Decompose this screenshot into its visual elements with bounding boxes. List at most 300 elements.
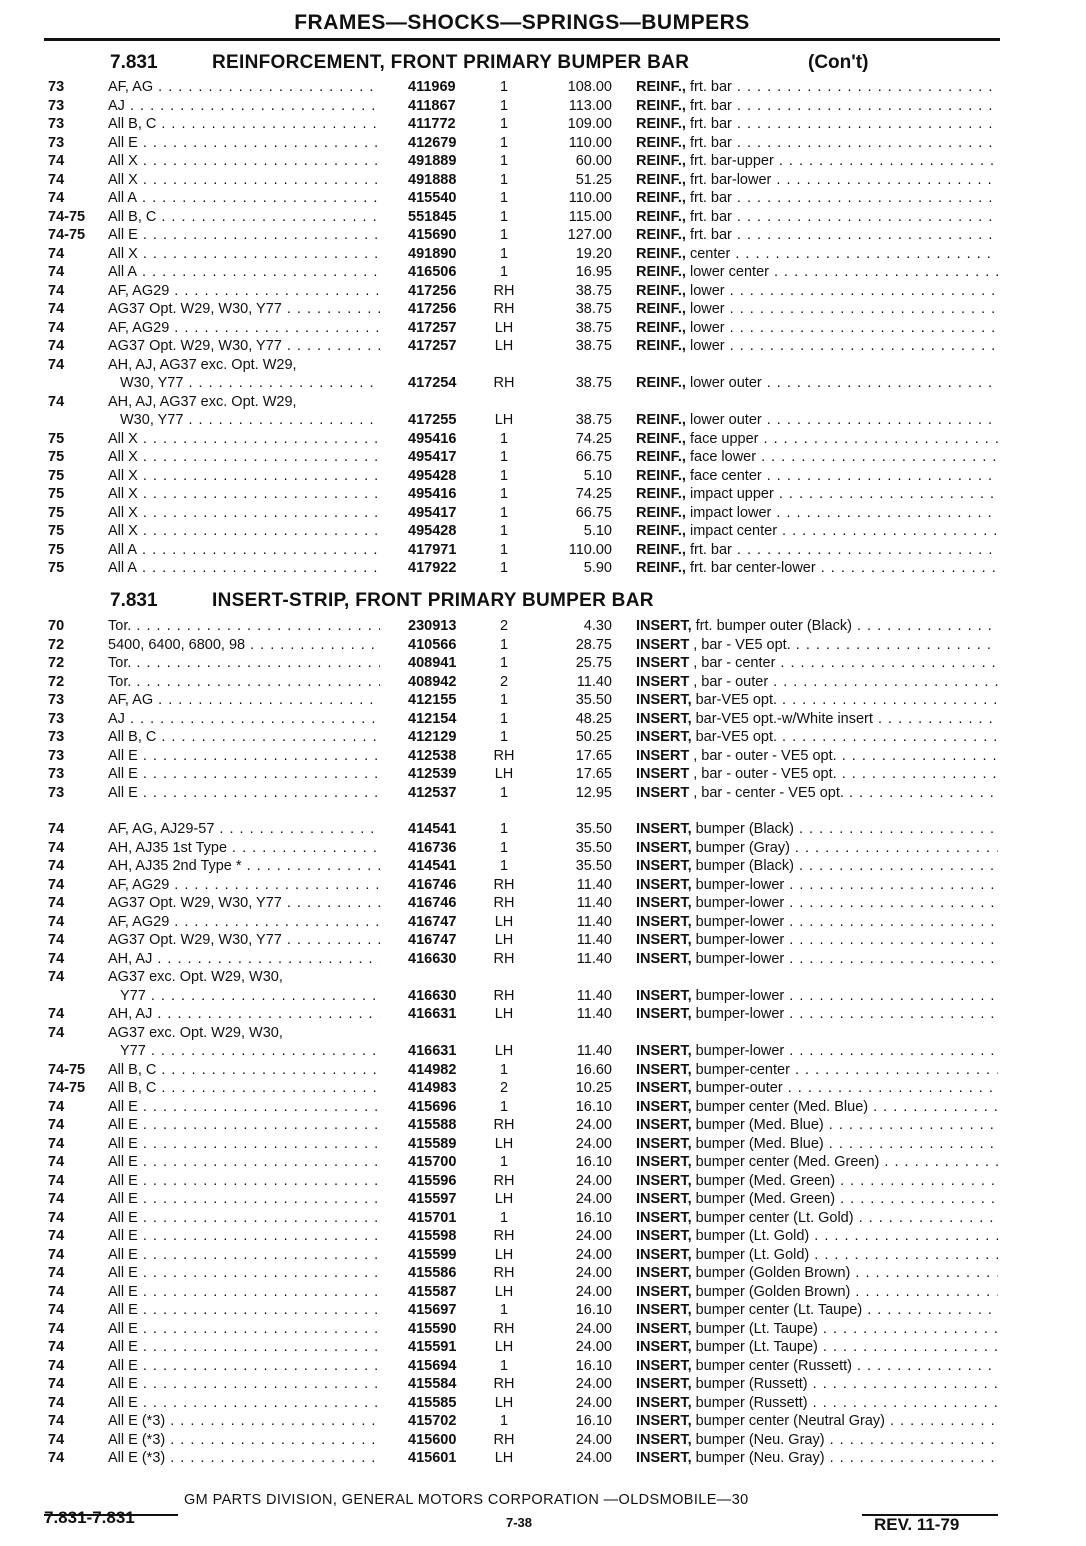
- footer-publisher: GM PARTS DIVISION, GENERAL MOTORS CORPORATION —OLDSMOBILE—30: [184, 1492, 749, 1508]
- description-text: bumper-lower: [691, 1006, 785, 1022]
- price: 16.10: [575, 1302, 612, 1318]
- part-description: [636, 1227, 998, 1246]
- quantity: 1: [499, 692, 509, 708]
- table-row: [0, 522, 1086, 541]
- description-text: bumper (Lt. Gold): [691, 1246, 810, 1263]
- model-year: 73: [48, 116, 65, 132]
- model-year: 74: [48, 1339, 65, 1355]
- description-keyword: INSERT,: [636, 987, 692, 1004]
- description-keyword: REINF.,: [636, 523, 686, 539]
- part-description: [636, 1246, 998, 1265]
- part-description: [636, 673, 998, 692]
- quantity: RH: [493, 1431, 515, 1448]
- description-keyword: INSERT,: [636, 1080, 692, 1096]
- model-applicability: AH, AJ . . .: [108, 950, 380, 969]
- model-applicability: AF, AG29 . . .: [108, 282, 380, 301]
- description-text: bumper (Golden Brown): [691, 1265, 851, 1281]
- model-year: 74: [48, 1024, 65, 1041]
- quantity: 1: [499, 1209, 509, 1226]
- model-applicability: AH, AJ35 1st Type . . .: [108, 839, 380, 858]
- quantity: 1: [499, 1098, 509, 1115]
- part-number: 415600: [408, 1431, 457, 1448]
- description-keyword: INSERT,: [636, 1376, 692, 1392]
- part-description: [636, 134, 998, 153]
- price: 38.75: [575, 282, 612, 299]
- model-applicability: All X . . .: [108, 245, 380, 264]
- quantity: 1: [499, 116, 509, 132]
- table-row: [0, 541, 1086, 560]
- part-description: [636, 894, 998, 913]
- part-number: 412537: [408, 784, 457, 801]
- model-year: 74: [48, 1098, 65, 1115]
- description-text: lower outer: [685, 412, 762, 428]
- description-text: , bar - outer - VE5 opt.: [689, 747, 837, 764]
- description-text: bumper-lower: [691, 876, 785, 893]
- model-applicability: All E . . .: [108, 1246, 380, 1265]
- quantity: RH: [493, 895, 515, 911]
- table-row: [0, 1061, 1086, 1080]
- quantity: LH: [494, 913, 514, 930]
- model-year: 74: [48, 245, 65, 262]
- part-number: 412129: [408, 729, 457, 745]
- price: 24.00: [575, 1376, 612, 1392]
- table-row: [0, 1153, 1086, 1172]
- part-number: 415591: [408, 1339, 457, 1355]
- model-year: 74: [48, 895, 65, 911]
- model-applicability: All E . . .: [108, 1394, 380, 1413]
- model-applicability: AG37 Opt. W29, W30, Y77 . . .: [108, 337, 380, 356]
- description-text: frt. bar: [685, 79, 732, 95]
- model-year: 73: [48, 692, 65, 708]
- description-keyword: REINF.,: [636, 560, 686, 576]
- part-number: 415696: [408, 1098, 457, 1115]
- quantity: 1: [499, 190, 509, 206]
- table-row: [0, 97, 1086, 116]
- model-year: 73: [48, 134, 65, 151]
- price: 38.75: [575, 375, 612, 391]
- price: 12.95: [575, 784, 612, 801]
- description-text: frt. bar: [685, 116, 732, 132]
- price: 11.40: [576, 1006, 612, 1022]
- description-text: frt. bar-upper: [685, 153, 774, 169]
- price: 17.65: [575, 747, 612, 764]
- table-row: [0, 485, 1086, 504]
- part-number: 415596: [408, 1172, 457, 1189]
- part-description: [636, 617, 998, 636]
- description-keyword: INSERT,: [636, 1006, 692, 1022]
- quantity: LH: [494, 1006, 514, 1022]
- part-number: 495416: [408, 430, 457, 447]
- model-year: 75: [48, 541, 65, 558]
- description-keyword: INSERT,: [636, 1450, 692, 1466]
- part-description: [636, 1264, 998, 1283]
- part-description: [636, 78, 998, 97]
- model-applicability: All X . . .: [108, 171, 380, 190]
- description-keyword: INSERT,: [636, 1394, 692, 1411]
- description-text: bumper (Lt. Gold): [691, 1228, 810, 1244]
- model-applicability: AF, AG, AJ29-57 . . .: [108, 820, 380, 839]
- price: 24.00: [575, 1450, 612, 1466]
- part-description: [636, 208, 998, 227]
- part-number: 411969: [408, 79, 456, 95]
- description-keyword: INSERT,: [636, 913, 692, 930]
- description-text: bumper-lower: [691, 1043, 785, 1059]
- model-year: 73: [48, 97, 65, 114]
- part-number: 412679: [408, 134, 457, 151]
- model-applicability: All X . . .: [108, 430, 380, 449]
- part-number: 410566: [408, 636, 457, 653]
- price: 11.40: [576, 1043, 612, 1059]
- table-row: [0, 115, 1086, 134]
- section-code: 7.831: [110, 52, 158, 73]
- section-continued: (Con't): [808, 52, 869, 73]
- quantity: 1: [499, 79, 509, 95]
- description-keyword: REINF.,: [636, 153, 686, 169]
- model-applicability: All A . . .: [108, 541, 380, 560]
- model-year: 74: [48, 393, 65, 410]
- price: 24.00: [575, 1172, 612, 1189]
- part-description: [636, 710, 998, 729]
- model-applicability: All X . . .: [108, 467, 380, 486]
- description-text: bumper (Neu. Gray): [691, 1431, 825, 1448]
- description-text: bumper center (Med. Blue): [691, 1098, 869, 1115]
- model-year: 74: [48, 1228, 65, 1244]
- part-number: 415601: [408, 1450, 457, 1466]
- model-applicability: All A . . .: [108, 189, 380, 208]
- description-keyword: INSERT: [636, 784, 690, 801]
- part-number: 415540: [408, 190, 457, 206]
- part-description: [636, 282, 998, 301]
- model-year: 74: [48, 282, 65, 299]
- description-keyword: INSERT,: [636, 839, 692, 856]
- quantity: LH: [494, 1191, 514, 1207]
- part-description: [636, 1320, 998, 1339]
- table-row: [0, 691, 1086, 710]
- part-number: 417256: [408, 301, 457, 317]
- model-applicability: All E . . .: [108, 1153, 380, 1172]
- price: 10.25: [575, 1080, 612, 1096]
- price: 5.10: [583, 467, 612, 484]
- model-year: 74: [48, 1450, 65, 1466]
- part-description: [636, 448, 998, 467]
- table-row: [0, 208, 1086, 227]
- description-keyword: REINF.,: [636, 430, 686, 447]
- part-number: 417255: [408, 412, 457, 428]
- quantity: 1: [499, 636, 509, 653]
- insert-strip-parts-list: [0, 617, 1086, 802]
- part-number: 408941: [408, 655, 457, 671]
- quantity: 1: [499, 821, 509, 837]
- model-applicability: AF, AG29 . . .: [108, 319, 380, 338]
- part-number: 415702: [408, 1413, 457, 1429]
- model-applicability: AJ . . .: [108, 710, 380, 729]
- description-keyword: INSERT,: [636, 618, 692, 634]
- model-year: 75: [48, 504, 65, 521]
- description-text: , bar - center: [689, 655, 776, 671]
- model-year: 73: [48, 747, 65, 764]
- part-number: 414541: [408, 821, 457, 837]
- part-number: 416747: [408, 913, 457, 930]
- description-keyword: REINF.,: [636, 227, 686, 243]
- quantity: LH: [494, 1246, 514, 1263]
- model-applicability: All E . . .: [108, 1135, 380, 1154]
- description-keyword: INSERT,: [636, 1265, 692, 1281]
- description-keyword: INSERT,: [636, 1154, 692, 1170]
- description-text: frt. bar: [685, 134, 732, 151]
- table-row: [0, 319, 1086, 338]
- part-number: 417922: [408, 560, 457, 576]
- table-row: [0, 617, 1086, 636]
- model-applicability: All E . . .: [108, 1338, 380, 1357]
- part-number: 414983: [408, 1080, 457, 1096]
- description-keyword: INSERT,: [636, 1302, 692, 1318]
- price: 115.00: [568, 208, 612, 225]
- part-number: 495417: [408, 504, 457, 521]
- model-applicability: All E (*3) . . .: [108, 1449, 380, 1468]
- table-row: [0, 820, 1086, 839]
- model-year: 74-75: [48, 1061, 86, 1078]
- description-keyword: INSERT,: [636, 729, 692, 745]
- model-applicability: AF, AG29 . . .: [108, 913, 380, 932]
- quantity: RH: [493, 1376, 515, 1392]
- part-number: 416736: [408, 839, 457, 856]
- price: 113.00: [568, 97, 612, 114]
- price: 74.25: [575, 430, 612, 447]
- model-applicability: [108, 968, 380, 1005]
- quantity: 1: [499, 729, 509, 745]
- quantity: LH: [494, 319, 514, 336]
- table-row: [0, 1116, 1086, 1135]
- price: 48.25: [575, 710, 612, 727]
- part-number: 415694: [408, 1357, 457, 1374]
- part-number: 415599: [408, 1246, 457, 1263]
- table-row: [0, 1190, 1086, 1209]
- table-row: [0, 1449, 1086, 1468]
- part-number: 415584: [408, 1376, 457, 1392]
- part-description: [636, 226, 998, 245]
- table-row: [0, 448, 1086, 467]
- table-row: [0, 857, 1086, 876]
- table-row: [0, 226, 1086, 245]
- quantity: 1: [499, 1061, 509, 1078]
- part-number: 491888: [408, 171, 457, 188]
- part-number: 416630: [408, 987, 457, 1004]
- description-keyword: INSERT,: [636, 1431, 692, 1448]
- part-number: 415598: [408, 1228, 457, 1244]
- part-description: [636, 987, 998, 1006]
- part-description: [636, 1431, 998, 1450]
- description-text: bar-VE5 opt.: [691, 729, 778, 745]
- model-line-2: W30, Y77 . . .: [108, 411, 380, 430]
- description-keyword: REINF.,: [636, 467, 686, 484]
- quantity: 1: [499, 486, 509, 502]
- section-title: REINFORCEMENT, FRONT PRIMARY BUMPER BAR: [212, 52, 690, 73]
- description-text: bumper-lower: [691, 913, 785, 930]
- description-keyword: REINF.,: [636, 264, 686, 280]
- part-description: [636, 1098, 998, 1117]
- model-applicability: All E . . .: [108, 226, 380, 245]
- table-row: [0, 1135, 1086, 1154]
- table-row: [0, 189, 1086, 208]
- description-text: center: [685, 245, 731, 262]
- model-year: 74: [48, 190, 65, 206]
- description-keyword: REINF.,: [636, 245, 686, 262]
- part-description: [636, 876, 998, 895]
- price: 11.40: [576, 950, 612, 967]
- model-line-1: AH, AJ, AG37 exc. Opt. W29,: [108, 393, 297, 410]
- part-description: [636, 747, 998, 766]
- table-row: [0, 931, 1086, 950]
- part-description: [636, 467, 998, 486]
- model-applicability: All E . . .: [108, 1320, 380, 1339]
- model-applicability: All E . . .: [108, 765, 380, 784]
- page-header-title: FRAMES—SHOCKS—SPRINGS—BUMPERS: [294, 11, 750, 34]
- quantity: 1: [499, 171, 509, 188]
- description-text: frt. bar: [685, 208, 732, 225]
- description-keyword: INSERT,: [636, 858, 692, 874]
- part-description: [636, 1412, 998, 1431]
- table-row: [0, 913, 1086, 932]
- model-year: 74-75: [48, 1080, 86, 1096]
- description-keyword: INSERT,: [636, 1357, 692, 1374]
- model-year: 74: [48, 1209, 65, 1226]
- description-keyword: INSERT: [636, 673, 690, 690]
- description-text: impact lower: [685, 504, 772, 521]
- description-keyword: REINF.,: [636, 412, 686, 428]
- price: 24.00: [575, 1320, 612, 1337]
- part-description: [636, 1209, 998, 1228]
- description-text: frt. bar: [685, 227, 732, 243]
- quantity: 1: [499, 858, 509, 874]
- model-year: 75: [48, 467, 65, 484]
- part-number: 415701: [408, 1209, 457, 1226]
- description-text: bumper-lower: [691, 932, 785, 948]
- table-row: [0, 134, 1086, 153]
- price: 50.25: [575, 729, 612, 745]
- part-number: 414982: [408, 1061, 457, 1078]
- price: 35.50: [575, 821, 612, 837]
- quantity: LH: [494, 412, 514, 428]
- model-year: 73: [48, 766, 65, 782]
- quantity: LH: [494, 338, 514, 354]
- table-row: [0, 1431, 1086, 1450]
- model-year: 74: [48, 1246, 65, 1263]
- table-row: [0, 282, 1086, 301]
- part-description: [636, 245, 998, 264]
- model-applicability: All E . . .: [108, 1172, 380, 1191]
- price: 24.00: [575, 1283, 612, 1300]
- quantity: 1: [499, 134, 509, 151]
- table-row: [0, 673, 1086, 692]
- quantity: 1: [499, 541, 509, 558]
- description-keyword: INSERT: [636, 766, 690, 782]
- part-number: 412154: [408, 710, 457, 727]
- model-applicability: All A . . .: [108, 559, 380, 578]
- page-header: [44, 10, 1000, 41]
- model-year: 74: [48, 153, 65, 169]
- table-row: [0, 1338, 1086, 1357]
- model-year: 70: [48, 618, 65, 634]
- description-keyword: INSERT,: [636, 1209, 692, 1226]
- reinforcement-parts-list: [0, 78, 1086, 578]
- model-line-1: AG37 exc. Opt. W29, W30,: [108, 1024, 283, 1041]
- part-description: [636, 319, 998, 338]
- description-text: bar-VE5 opt.: [691, 692, 778, 708]
- price: 24.00: [575, 1394, 612, 1411]
- part-number: 230913: [408, 618, 457, 634]
- part-number: 416506: [408, 264, 457, 280]
- part-number: 412539: [408, 766, 457, 782]
- price: 11.40: [576, 673, 612, 690]
- description-text: bumper center (Neutral Gray): [691, 1413, 885, 1429]
- part-description: [636, 337, 998, 356]
- part-description: [636, 636, 998, 655]
- section-title: INSERT-STRIP, FRONT PRIMARY BUMPER BAR: [212, 590, 654, 611]
- description-text: , bar - outer: [689, 673, 769, 690]
- table-row: [0, 504, 1086, 523]
- price: 16.95: [575, 264, 612, 280]
- description-text: face upper: [685, 430, 759, 447]
- section-heading-insert-strip: [0, 588, 1086, 614]
- quantity: 1: [499, 264, 509, 280]
- quantity: RH: [493, 950, 515, 967]
- table-row: [0, 152, 1086, 171]
- description-text: face lower: [685, 449, 757, 465]
- price: 11.40: [576, 895, 612, 911]
- quantity: 2: [499, 673, 509, 690]
- model-year: 75: [48, 560, 65, 576]
- description-keyword: INSERT,: [636, 1135, 692, 1152]
- quantity: 1: [499, 1302, 509, 1318]
- quantity: LH: [494, 1450, 514, 1466]
- table-row: [0, 1283, 1086, 1302]
- part-description: [636, 839, 998, 858]
- quantity: 1: [499, 504, 509, 521]
- model-year: 74: [48, 1172, 65, 1189]
- part-number: 495428: [408, 467, 457, 484]
- part-number: 417256: [408, 282, 457, 299]
- table-row: [0, 636, 1086, 655]
- quantity: RH: [493, 1172, 515, 1189]
- part-description: [636, 654, 998, 673]
- table-row: [0, 710, 1086, 729]
- part-number: 416630: [408, 950, 457, 967]
- model-year: 72: [48, 636, 65, 653]
- description-keyword: INSERT,: [636, 895, 692, 911]
- part-description: [636, 1449, 998, 1468]
- description-keyword: INSERT,: [636, 1191, 692, 1207]
- table-row: [0, 728, 1086, 747]
- description-text: bumper-lower: [691, 950, 785, 967]
- part-description: [636, 97, 998, 116]
- quantity: 1: [499, 153, 509, 169]
- part-number: 415587: [408, 1283, 457, 1300]
- part-number: 491890: [408, 245, 457, 262]
- part-description: [636, 950, 998, 969]
- model-applicability: All X . . .: [108, 504, 380, 523]
- model-year: 74: [48, 1431, 65, 1448]
- part-number: 416746: [408, 895, 457, 911]
- quantity: 1: [499, 208, 509, 225]
- table-row: [0, 559, 1086, 578]
- price: 16.10: [575, 1209, 612, 1226]
- table-row: [0, 263, 1086, 282]
- quantity: RH: [493, 1320, 515, 1337]
- model-year: 74: [48, 950, 65, 967]
- model-applicability: AG37 Opt. W29, W30, Y77 . . .: [108, 894, 380, 913]
- model-applicability: AG37 Opt. W29, W30, Y77 . . .: [108, 931, 380, 950]
- model-year: 74: [48, 1394, 65, 1411]
